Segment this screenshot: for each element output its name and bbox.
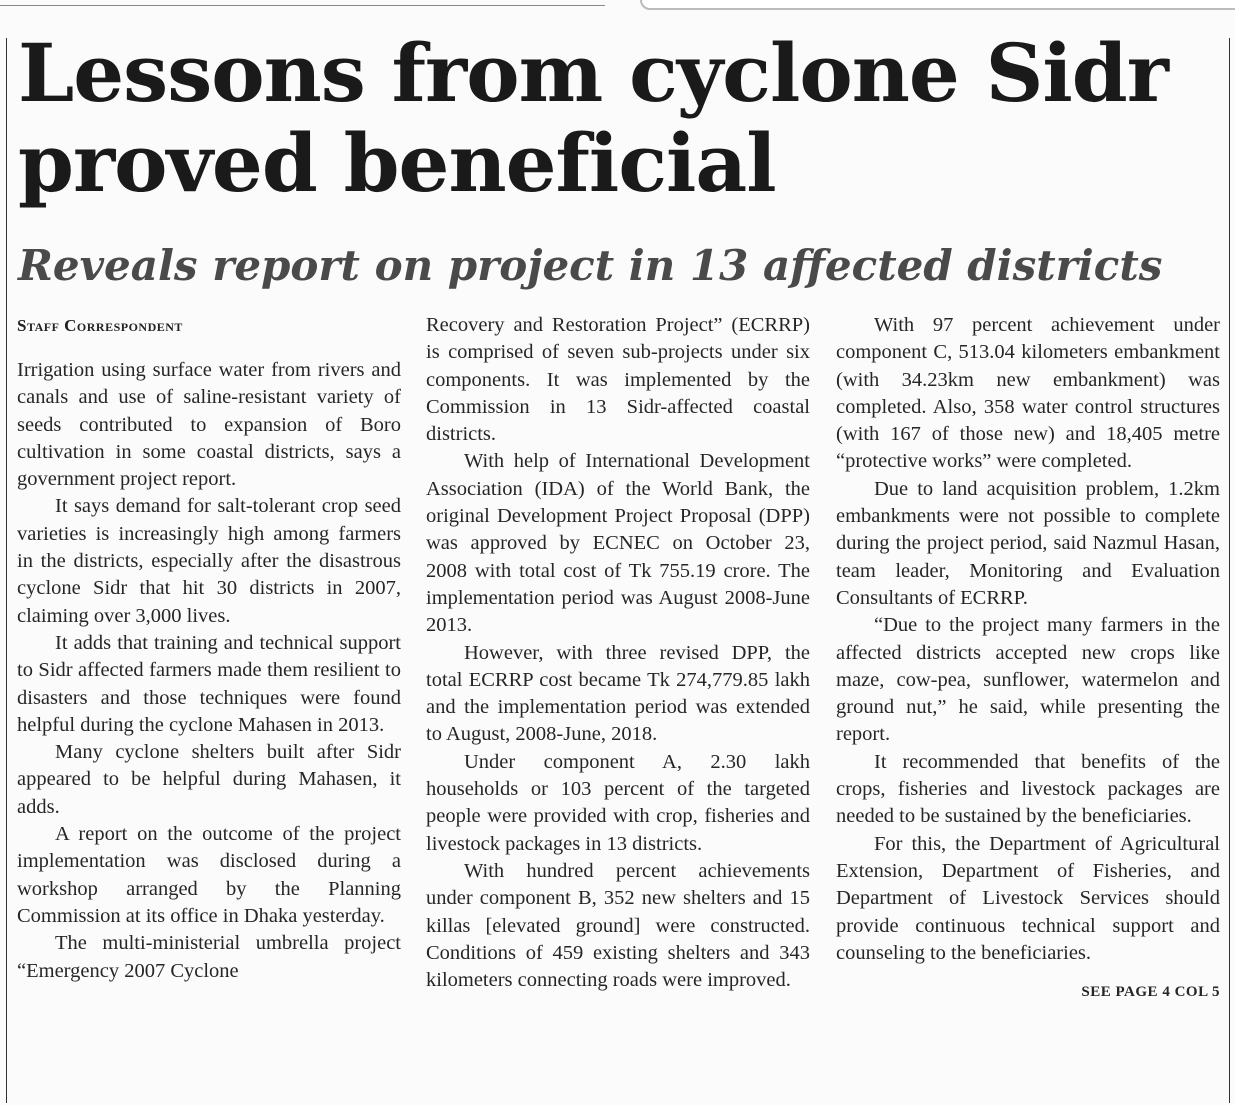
paragraph: Under component A, 2.30 lakh households or 103 percent of the targeted people were provided with crop, fisheries and livestock packages in 13 districts.	[426, 750, 810, 855]
paragraph: The multi-ministerial umbrella project “Emergency 2007 Cyclone	[17, 932, 401, 982]
paragraph: A report on the outcome of the project implementation was disclosed during a workshop arranged by the Planning Commission at its office in Dhaka yesterday.	[17, 823, 401, 927]
paragraph: With help of International Development Association (IDA) of the World Bank, the original Development Project Proposal (DPP) was approved by ECNEC on October 23, 2008 with total cost of Tk 755.19 crore. The implementation period was August 2008-June 2013.	[426, 450, 810, 637]
headline	[18, 28, 1218, 208]
paragraph: However, with three revised DPP, the total ECRRP cost became Tk 274,779.85 lakh and the implementation period was extended to August, 2008-June, 2018.	[426, 641, 810, 746]
paragraph: Due to land acquisition problem, 1.2km embankments were not possible to complete during the project period, said Nazmul Hasan, team leader, Monitoring and Evaluation Consultants of ECRRP.	[836, 477, 1220, 609]
article-column-2	[426, 312, 810, 994]
paragraph: For this, the Department of Agricultural Extension, Department of Fisheries, and Department of Livestock Services should provide continuous technical support and counseling to the beneficiaries.	[836, 832, 1220, 964]
paragraph: With 97 percent achievement under component C, 513.04 kilometers embankment (with 34.23km new embankment) was completed. Also, 358 water control structures (with 167 of those new) and 18,405 metre “protective works” were completed.	[836, 314, 1220, 473]
paragraph: Irrigation using surface water from rivers and canals and use of saline-resistant variety of seeds contributed to expansion of Boro cultivation in some coastal districts, says a government project report.	[17, 359, 401, 491]
article-column-3	[836, 312, 1220, 1006]
headline-line-1: Lessons from cyclone Sidr	[18, 26, 1168, 120]
paragraph: It adds that training and technical support to Sidr affected farmers made them resilient to disasters and those techniques were found helpful during the cyclone Mahasen in 2013.	[17, 631, 401, 736]
left-column-rule	[6, 38, 7, 1103]
headline-line-2: proved beneficial	[18, 116, 776, 210]
paragraph: It says demand for salt-tolerant crop seed varieties is increasingly high among farmers in the districts, especially after the disastrous cyclone Sidr that hit 30 districts in 2007, claiming over 3,000 lives.	[17, 495, 401, 627]
paragraph: “Due to the project many farmers in the affected districts accepted new crops like maze, cow-pea, sunflower, watermelon and ground nut,” he said, while presenting the report.	[836, 614, 1220, 746]
article-column-1	[17, 312, 401, 985]
paragraph: It recommended that benefits of the crops, fisheries and livestock packages are needed to be sustained by the beneficiaries.	[836, 750, 1220, 828]
top-rule	[0, 5, 605, 6]
right-column-rule	[1229, 38, 1230, 1103]
continuation-note[interactable]: SEE PAGE 4 COL 5	[1081, 984, 1220, 1001]
byline: Staff Correspondent	[17, 316, 183, 335]
paragraph: Many cyclone shelters built after Sidr appeared to be helpful during Mahasen, it adds.	[17, 741, 401, 818]
subheadline: Reveals report on project in 13 affected districts	[18, 241, 1163, 290]
paragraph: With hundred percent achievements under component B, 352 new shelters and 15 killas [elevated ground] were constructed. Conditions of 459 existing shelters and 343 kilometers connecting roads were improved.	[426, 859, 810, 992]
top-frame	[640, 0, 1235, 10]
paragraph: Recovery and Restoration Project” (ECRRP) is comprised of seven sub-projects under six components. It was implemented by the Commission in 13 Sidr-affected coastal districts.	[426, 314, 810, 446]
